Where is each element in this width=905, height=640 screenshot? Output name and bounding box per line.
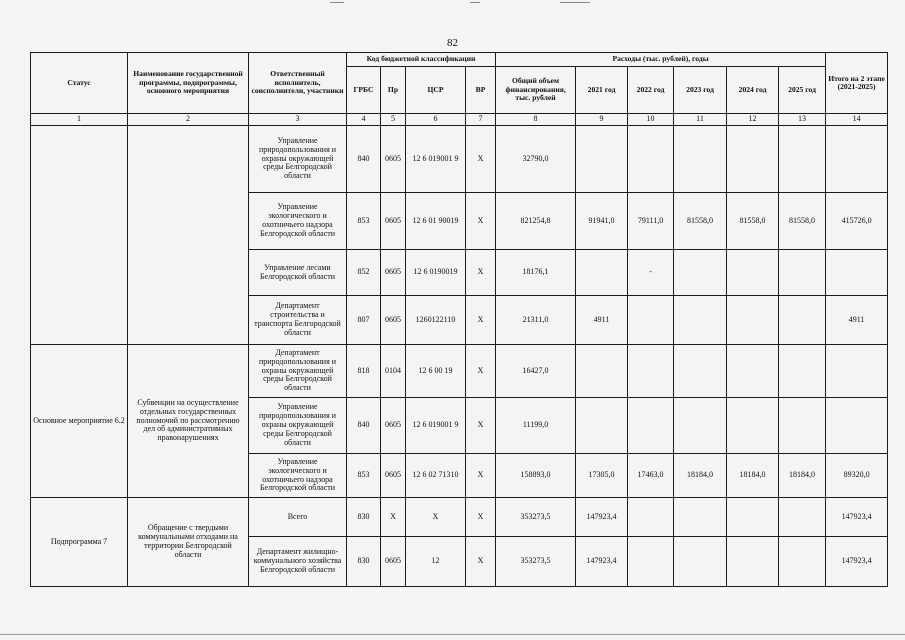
y2021-cell bbox=[576, 345, 628, 398]
column-number: 8 bbox=[496, 114, 576, 126]
stage-total-cell: 4911 bbox=[826, 296, 888, 345]
vr-cell: Х bbox=[466, 345, 496, 398]
header-2024: 2024 год bbox=[727, 67, 779, 114]
vr-cell: Х bbox=[466, 250, 496, 296]
column-number: 13 bbox=[779, 114, 826, 126]
y2021-cell: 17305,0 bbox=[576, 454, 628, 498]
y2023-cell bbox=[674, 296, 727, 345]
y2021-cell: 147923,4 bbox=[576, 498, 628, 537]
status-cell: Подпрограмма 7 bbox=[31, 498, 128, 587]
column-number: 14 bbox=[826, 114, 888, 126]
csr-cell: 12 6 02 71310 bbox=[406, 454, 466, 498]
y2024-cell bbox=[727, 296, 779, 345]
page-number: 82 bbox=[447, 37, 458, 49]
y2025-cell bbox=[779, 398, 826, 454]
column-number: 7 bbox=[466, 114, 496, 126]
grbs-cell: 830 bbox=[347, 498, 381, 537]
vr-cell: Х bbox=[466, 537, 496, 587]
scan-mark bbox=[560, 2, 590, 3]
column-number: 10 bbox=[628, 114, 674, 126]
column-number: 1 bbox=[31, 114, 128, 126]
y2023-cell bbox=[674, 498, 727, 537]
name-cell: Субвенции на осуществление отдельных государственных полномочий по рассмотрению дел об административных правонарушениях bbox=[128, 345, 249, 498]
budget-table bbox=[30, 52, 888, 587]
pr-cell: 0605 bbox=[381, 126, 406, 193]
column-number: 3 bbox=[249, 114, 347, 126]
csr-cell: 12 6 0190019 bbox=[406, 250, 466, 296]
pr-cell: 0605 bbox=[381, 296, 406, 345]
y2024-cell bbox=[727, 537, 779, 587]
y2022-cell: 79111,0 bbox=[628, 193, 674, 250]
scan-mark bbox=[470, 2, 480, 3]
vr-cell: Х bbox=[466, 498, 496, 537]
y2022-cell: 17463,0 bbox=[628, 454, 674, 498]
y2024-cell bbox=[727, 250, 779, 296]
y2022-cell bbox=[628, 296, 674, 345]
responsible-cell: Управление экологического и охотничьего надзора Белгородской области bbox=[249, 454, 347, 498]
stage-total-cell bbox=[826, 126, 888, 193]
scan-mark bbox=[0, 634, 905, 635]
header-vr: ВР bbox=[466, 67, 496, 114]
column-number: 9 bbox=[576, 114, 628, 126]
y2021-cell: 91941,0 bbox=[576, 193, 628, 250]
stage-total-cell: 147923,4 bbox=[826, 498, 888, 537]
grbs-cell: 852 bbox=[347, 250, 381, 296]
grbs-cell: 807 bbox=[347, 296, 381, 345]
responsible-cell: Управление экологического и охотничьего надзора Белгородской области bbox=[249, 193, 347, 250]
y2024-cell: 81558,0 bbox=[727, 193, 779, 250]
header-total-volume: Общий объем финансирования, тыс. рублей bbox=[496, 67, 576, 114]
vr-cell: Х bbox=[466, 398, 496, 454]
responsible-cell: Департамент природопользования и охраны окружающей среды Белгородской области bbox=[249, 345, 347, 398]
responsible-cell: Управление лесами Белгородской области bbox=[249, 250, 347, 296]
table-header bbox=[31, 53, 888, 126]
y2025-cell bbox=[779, 537, 826, 587]
total-cell: 353273,5 bbox=[496, 498, 576, 537]
stage-total-cell bbox=[826, 398, 888, 454]
y2022-cell bbox=[628, 398, 674, 454]
total-cell: 16427,0 bbox=[496, 345, 576, 398]
vr-cell: Х bbox=[466, 296, 496, 345]
vr-cell: Х bbox=[466, 126, 496, 193]
grbs-cell: 830 bbox=[347, 537, 381, 587]
header-expenses: Расходы (тыс. рублей), годы bbox=[496, 53, 826, 67]
y2024-cell bbox=[727, 498, 779, 537]
responsible-cell: Управление природопользования и охраны окружающей среды Белгородской области bbox=[249, 126, 347, 193]
y2022-cell bbox=[628, 126, 674, 193]
status-cell: Основное мероприятие 6.2 bbox=[31, 345, 128, 498]
grbs-cell: 818 bbox=[347, 345, 381, 398]
grbs-cell: 840 bbox=[347, 398, 381, 454]
stage-total-cell: 147923,4 bbox=[826, 537, 888, 587]
grbs-cell: 840 bbox=[347, 126, 381, 193]
total-cell: 21311,0 bbox=[496, 296, 576, 345]
y2022-cell bbox=[628, 537, 674, 587]
table-body bbox=[31, 126, 888, 587]
y2025-cell: 18184,0 bbox=[779, 454, 826, 498]
y2023-cell bbox=[674, 398, 727, 454]
total-cell: 158893,0 bbox=[496, 454, 576, 498]
csr-cell: 12 6 019001 9 bbox=[406, 126, 466, 193]
y2022-cell bbox=[628, 345, 674, 398]
stage-total-cell bbox=[826, 250, 888, 296]
csr-cell: 12 bbox=[406, 537, 466, 587]
y2021-cell bbox=[576, 398, 628, 454]
pr-cell: Х bbox=[381, 498, 406, 537]
y2023-cell bbox=[674, 126, 727, 193]
y2023-cell: 18184,0 bbox=[674, 454, 727, 498]
column-number: 6 bbox=[406, 114, 466, 126]
y2025-cell: 81558,0 bbox=[779, 193, 826, 250]
header-2025: 2025 год bbox=[779, 67, 826, 114]
pr-cell: 0605 bbox=[381, 398, 406, 454]
y2021-cell bbox=[576, 250, 628, 296]
y2025-cell bbox=[779, 250, 826, 296]
header-responsible: Ответственный исполнитель, соисполнители, участники bbox=[249, 53, 347, 114]
pr-cell: 0605 bbox=[381, 537, 406, 587]
header-pr: Пр bbox=[381, 67, 406, 114]
csr-cell: Х bbox=[406, 498, 466, 537]
y2021-cell bbox=[576, 126, 628, 193]
header-grbs: ГРБС bbox=[347, 67, 381, 114]
column-number: 12 bbox=[727, 114, 779, 126]
csr-cell: 1260122110 bbox=[406, 296, 466, 345]
name-cell bbox=[128, 126, 249, 345]
vr-cell: Х bbox=[466, 193, 496, 250]
y2025-cell bbox=[779, 498, 826, 537]
header-name: Наименование государственной программы, подпрограммы, основного мероприятия bbox=[128, 53, 249, 114]
header-csr: ЦСР bbox=[406, 67, 466, 114]
y2024-cell bbox=[727, 398, 779, 454]
header-2021: 2021 год bbox=[576, 67, 628, 114]
stage-total-cell: 415726,0 bbox=[826, 193, 888, 250]
y2023-cell: 81558,0 bbox=[674, 193, 727, 250]
y2021-cell: 4911 bbox=[576, 296, 628, 345]
total-cell: 32790,0 bbox=[496, 126, 576, 193]
header-stage-total: Итого на 2 этапе (2021-2025) bbox=[826, 53, 888, 114]
y2022-cell: - bbox=[628, 250, 674, 296]
pr-cell: 0605 bbox=[381, 454, 406, 498]
y2023-cell bbox=[674, 537, 727, 587]
csr-cell: 12 6 00 19 bbox=[406, 345, 466, 398]
responsible-cell: Управление природопользования и охраны окружающей среды Белгородской области bbox=[249, 398, 347, 454]
y2024-cell bbox=[727, 345, 779, 398]
header-budget-code: Код бюджетной классификации bbox=[347, 53, 496, 67]
scan-mark bbox=[330, 2, 344, 3]
y2023-cell bbox=[674, 345, 727, 398]
total-cell: 18176,1 bbox=[496, 250, 576, 296]
header-2023: 2023 год bbox=[674, 67, 727, 114]
column-number: 5 bbox=[381, 114, 406, 126]
table-row bbox=[31, 345, 888, 398]
responsible-cell: Департамент строительства и транспорта Белгородской области bbox=[249, 296, 347, 345]
name-cell: Обращение с твердыми коммунальными отходами на территории Белгородской области bbox=[128, 498, 249, 587]
csr-cell: 12 6 01 90019 bbox=[406, 193, 466, 250]
y2022-cell bbox=[628, 498, 674, 537]
table-row bbox=[31, 498, 888, 537]
column-number: 11 bbox=[674, 114, 727, 126]
stage-total-cell bbox=[826, 345, 888, 398]
column-number: 2 bbox=[128, 114, 249, 126]
y2021-cell: 147923,4 bbox=[576, 537, 628, 587]
table-row bbox=[31, 126, 888, 193]
total-cell: 353273,5 bbox=[496, 537, 576, 587]
total-cell: 821254,8 bbox=[496, 193, 576, 250]
status-cell bbox=[31, 126, 128, 345]
responsible-cell: Департамент жилищно-коммунального хозяйства Белгородской области bbox=[249, 537, 347, 587]
column-number-row bbox=[31, 114, 888, 126]
header-2022: 2022 год bbox=[628, 67, 674, 114]
column-number: 4 bbox=[347, 114, 381, 126]
total-cell: 11199,0 bbox=[496, 398, 576, 454]
y2025-cell bbox=[779, 345, 826, 398]
y2024-cell: 18184,0 bbox=[727, 454, 779, 498]
y2023-cell bbox=[674, 250, 727, 296]
pr-cell: 0104 bbox=[381, 345, 406, 398]
csr-cell: 12 6 019001 9 bbox=[406, 398, 466, 454]
pr-cell: 0605 bbox=[381, 193, 406, 250]
grbs-cell: 853 bbox=[347, 193, 381, 250]
vr-cell: Х bbox=[466, 454, 496, 498]
y2025-cell bbox=[779, 296, 826, 345]
stage-total-cell: 89320,0 bbox=[826, 454, 888, 498]
header-status: Статус bbox=[31, 53, 128, 114]
grbs-cell: 853 bbox=[347, 454, 381, 498]
responsible-cell: Всего bbox=[249, 498, 347, 537]
y2024-cell bbox=[727, 126, 779, 193]
y2025-cell bbox=[779, 126, 826, 193]
pr-cell: 0605 bbox=[381, 250, 406, 296]
